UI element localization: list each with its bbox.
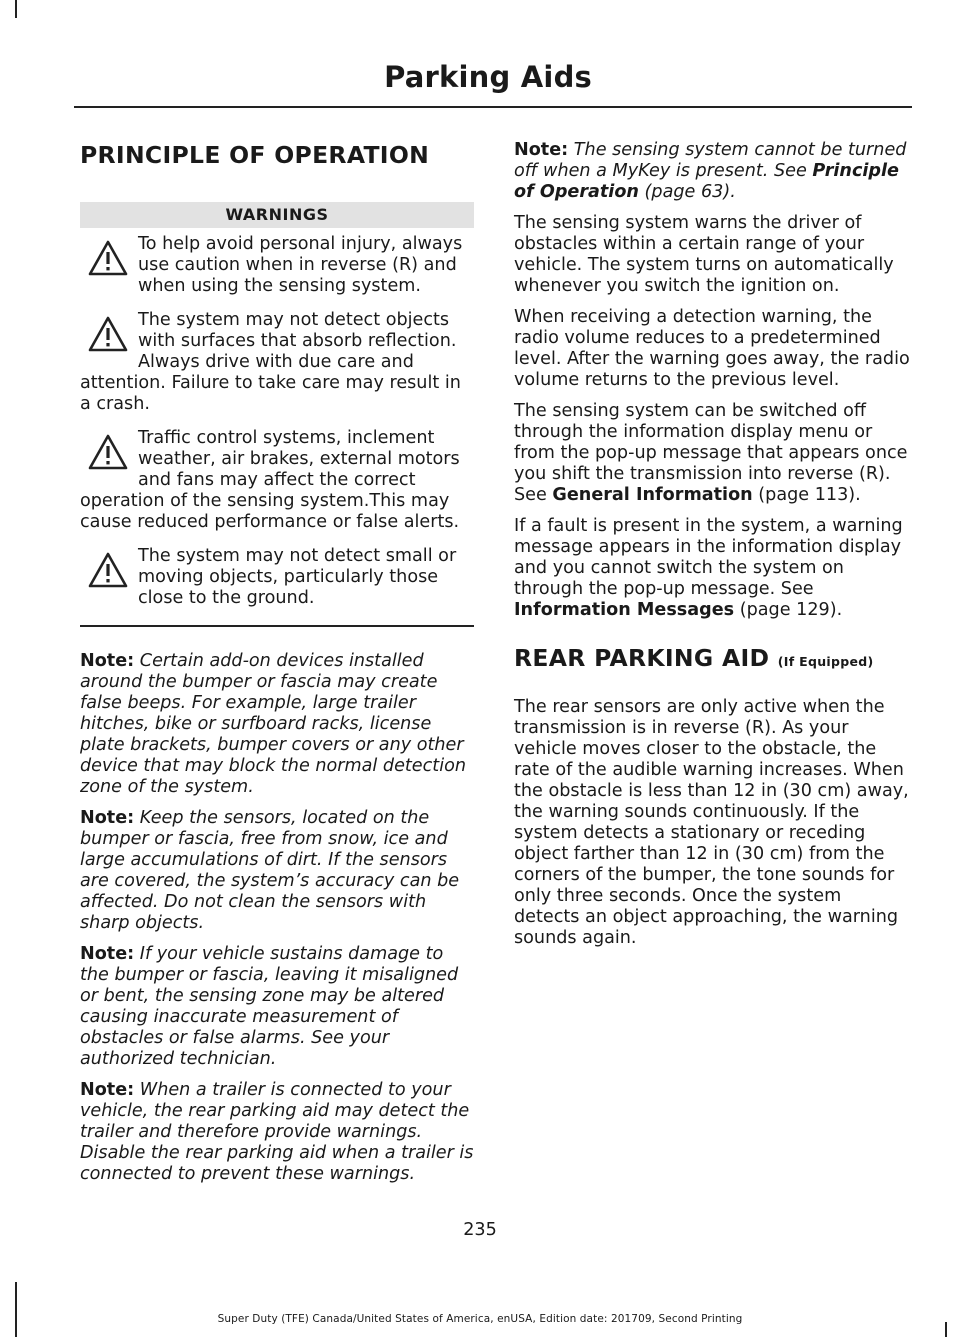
left-column (80, 140, 474, 1195)
page-header-title: Parking Aids (384, 60, 592, 94)
note-label: Note: (80, 1080, 135, 1100)
warning-triangle-icon (86, 431, 130, 473)
page-reference: (page 63). (638, 182, 736, 202)
note-paragraph (80, 944, 474, 1070)
body-paragraph: The rear sensors are only active when the transmission is in reverse (R). As your vehicle moves closer to the obstacle, the rate of the audible warning increases. When the obstacle is less than 12 in (30 cm) away, the warning sounds continuously. If the system detects a stationary or receding object farther than 12 in (30 cm) from the corners of the bumper, the tone sounds for only three seconds. Once the system detects an object approaching, the warning sounds again. (514, 697, 909, 948)
footer-edition: Super Duty (TFE) Canada/United States of America, enUSA, Edition date: 201709, Second Printing (217, 1313, 743, 1325)
paragraph-text: If a fault is present in the system, a warning message appears in the information display and you cannot switch the system on through the pop-up message. See (514, 516, 903, 599)
note-text: The sensing system cannot be turned off when a MyKey is present. See (514, 140, 907, 181)
paragraph-text: The sensing system can be switched off through the information display menu or from the pop-up message that appears once you shift the transmission into reverse (R). See (514, 401, 908, 505)
warning-triangle-icon (86, 237, 130, 279)
crop-mark-bottom-left (15, 1282, 17, 1337)
page-reference: (page 129). (734, 600, 843, 620)
note-label: Note: (80, 944, 135, 964)
section-title-rear-parking-aid (514, 643, 910, 677)
section-title-text: REAR PARKING AID (514, 644, 770, 672)
crop-mark-top-left (15, 0, 17, 18)
note-text: Keep the sensors, located on the bumper or fascia, free from snow, ice and large accumulations of dirt. If the sensors are covered, the system’s accuracy can be affected. Do not clean the sensors with sharp objects. (80, 808, 460, 933)
section-qualifier: (If Equipped) (777, 654, 874, 669)
body-paragraph (514, 516, 910, 621)
warning-triangle-icon (86, 313, 130, 355)
note-label: Note: (80, 651, 135, 671)
warning-text: Traffic control systems, inclement weather, air brakes, external motors and fans may affect the correct operation of the sensing system.This may cause reduced performance or false alerts. (80, 428, 460, 532)
note-text: If your vehicle sustains damage to the bumper or fascia, leaving it misaligned or bent, the sensing zone may be altered causing inaccurate measurement of obstacles or false alarms. See your authorized technician. (80, 944, 459, 1069)
section-title-principle: PRINCIPLE OF OPERATION (80, 141, 430, 169)
note-paragraph (80, 651, 474, 798)
header-rule (74, 106, 912, 108)
page-number: 235 (463, 1220, 497, 1240)
page-reference: (page 113). (752, 485, 861, 505)
note-label: Note: (514, 140, 569, 160)
note-paragraph (80, 808, 474, 934)
cross-reference-link[interactable]: Principle of Operation (514, 161, 899, 202)
body-paragraph: The sensing system warns the driver of obstacles within a certain range of your vehicle. The system turns on automatically whenever you switch the ignition on. (514, 213, 894, 296)
note-text: Certain add-on devices installed around the bumper or fascia may create false beeps. For example, large trailer hitches, bike or surfboard racks, license plate brackets, bumper covers or any other device that may block the normal detection zone of the system. (80, 651, 467, 797)
cross-reference-link[interactable]: General Information (552, 485, 753, 505)
body-paragraph (514, 401, 910, 506)
warning-item (80, 546, 474, 609)
note-label: Note: (80, 808, 135, 828)
body-paragraph: When receiving a detection warning, the radio volume reduces to a predetermined level. After the warning goes away, the radio volume returns to the previous level. (514, 307, 910, 390)
note-paragraph (80, 1080, 474, 1185)
warning-item (80, 310, 474, 415)
note-text: When a trailer is connected to your vehicle, the rear parking aid may detect the trailer and therefore provide warnings. Disable the rear parking aid when a trailer is connected to prevent these warnings. (80, 1080, 474, 1184)
warnings-header: WARNINGS (80, 202, 474, 228)
note-mykey (514, 140, 910, 203)
warning-item (80, 428, 474, 533)
warning-text: To help avoid personal injury, always use caution when in reverse (R) and when using the sensing system. (138, 234, 463, 296)
warning-text: The system may not detect small or moving objects, particularly those close to the ground. (138, 546, 457, 608)
warning-item (80, 234, 474, 297)
cross-reference-link[interactable]: Information Messages (514, 600, 735, 620)
warning-text: The system may not detect objects with surfaces that absorb reflection. Always drive with due care and attention. Failure to take care may result in a crash. (80, 310, 461, 414)
right-column (514, 140, 910, 959)
warning-triangle-icon (86, 549, 130, 591)
